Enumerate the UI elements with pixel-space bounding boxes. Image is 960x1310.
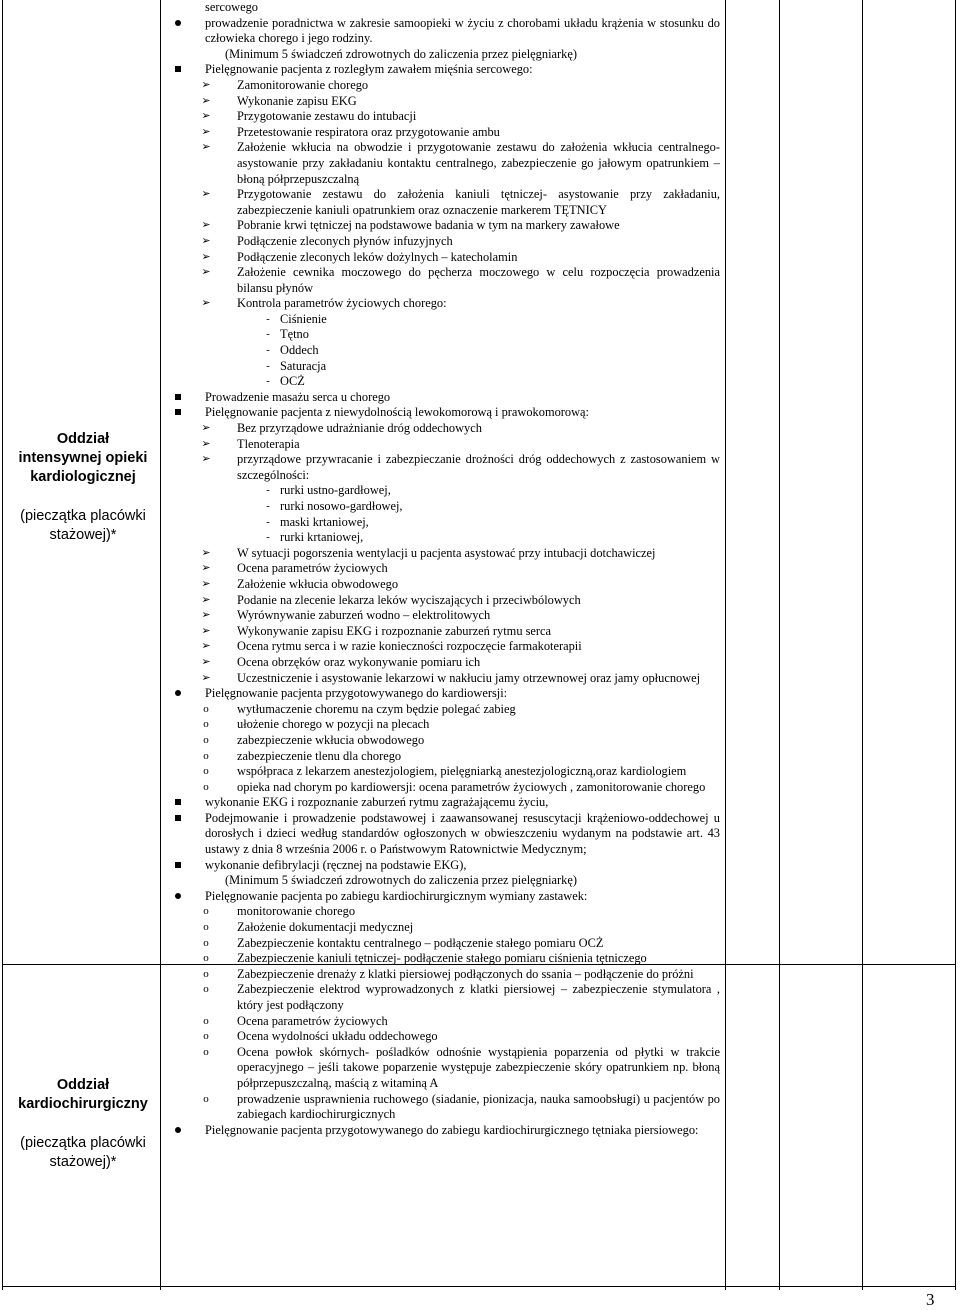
bullet-arrow-icon: ➢ bbox=[201, 188, 211, 201]
list-item bbox=[160, 873, 720, 889]
bullet-arrow-icon: ➢ bbox=[201, 250, 211, 263]
section-label-icu bbox=[14, 430, 152, 545]
list-item bbox=[160, 62, 720, 78]
list-item bbox=[160, 780, 720, 796]
list-item bbox=[160, 125, 720, 141]
table-border-right bbox=[955, 0, 956, 1290]
table-border-column3 bbox=[779, 0, 780, 1290]
list-item bbox=[160, 624, 720, 640]
list-item-text: Zamonitorowanie chorego bbox=[237, 77, 369, 92]
bullet-arrow-icon: ➢ bbox=[201, 593, 211, 606]
list-item-text: ułożenie chorego w pozycji na plecach bbox=[237, 717, 430, 732]
bullet-dot-icon bbox=[173, 1123, 183, 1139]
list-item bbox=[160, 94, 720, 110]
bullet-circle-icon: o bbox=[203, 1092, 209, 1105]
bullet-arrow-icon: ➢ bbox=[201, 640, 211, 653]
list-item-text: Tlenoterapia bbox=[237, 436, 300, 451]
list-item bbox=[160, 16, 720, 47]
list-item bbox=[160, 515, 720, 531]
list-item-text: Założenie cewnika moczowego do pęcherza moczowego w celu rozpoczęcia prowadzenia bilansu płynów bbox=[237, 265, 720, 295]
list-item-text: Oddech bbox=[280, 343, 319, 358]
table-border-left bbox=[2, 0, 3, 1290]
list-item bbox=[160, 312, 720, 328]
list-item-text: Przygotowanie zestawu do intubacji bbox=[237, 109, 417, 124]
list-item bbox=[160, 0, 720, 16]
page-number: 3 bbox=[926, 1290, 935, 1309]
list-item-text: (Minimum 5 świadczeń zdrowotnych do zaliczenia przez pielęgniarkę) bbox=[225, 873, 577, 888]
bullet-circle-icon: o bbox=[203, 905, 209, 918]
list-item-text: Ciśnienie bbox=[280, 311, 327, 326]
list-item bbox=[160, 437, 720, 453]
list-item-text: OCŻ bbox=[280, 374, 305, 389]
list-item-text: Prowadzenie masażu serca u chorego bbox=[205, 389, 391, 404]
list-item-text: współpraca z lekarzem anestezjologiem, pielęgniarką anestezjologiczną,oraz kardiologiem bbox=[237, 764, 687, 779]
list-item bbox=[160, 296, 720, 312]
list-item-text: maski krtaniowej, bbox=[280, 514, 369, 529]
bullet-arrow-icon: ➢ bbox=[201, 94, 211, 107]
list-item-text: Saturacja bbox=[280, 358, 327, 373]
bullet-arrow-icon: ➢ bbox=[201, 671, 211, 684]
section-stamp: (pieczątka placówki stażowej)* bbox=[20, 1135, 146, 1170]
bullet-circle-icon: o bbox=[203, 1030, 209, 1043]
list-item-text: Bez przyrządowe udrażnianie dróg oddechowych bbox=[237, 421, 482, 436]
bullet-dash-icon: - bbox=[266, 312, 270, 325]
table-border-column4 bbox=[862, 0, 863, 1290]
bullet-square-icon bbox=[173, 858, 183, 874]
bullet-arrow-icon: ➢ bbox=[201, 234, 211, 247]
list-item-text: Zabezpieczenie drenaży z klatki piersiowej podłączonych do ssania – podłączenie do próżni bbox=[237, 966, 694, 981]
bullet-arrow-icon: ➢ bbox=[201, 297, 211, 310]
list-item-text: Kontrola parametrów życiowych chorego: bbox=[237, 296, 447, 311]
section-name: Oddział intensywnej opieki kardiologicznej bbox=[18, 431, 148, 485]
bullet-arrow-icon: ➢ bbox=[201, 141, 211, 154]
bullet-circle-icon: o bbox=[203, 718, 209, 731]
list-item-text: Ocena obrzęków oraz wykonywanie pomiaru ich bbox=[237, 654, 481, 669]
bullet-arrow-icon: ➢ bbox=[201, 110, 211, 123]
list-item-text: rurki nosowo-gardłowej, bbox=[280, 499, 403, 513]
list-item-text: Ocena parametrów życiowych bbox=[237, 561, 388, 576]
list-item bbox=[160, 1045, 720, 1092]
list-item bbox=[160, 499, 720, 515]
list-item-text: Pobranie krwi tętniczej na podstawowe badania w tym na markery zawałowe bbox=[237, 218, 620, 233]
list-item-text: Wyrównywanie zaburzeń wodno – elektrolitowych bbox=[237, 608, 491, 623]
list-item bbox=[160, 764, 720, 780]
bullet-dash-icon: - bbox=[266, 531, 270, 544]
list-item bbox=[160, 577, 720, 593]
bullet-arrow-icon: ➢ bbox=[201, 422, 211, 435]
list-item-text: sercowego bbox=[205, 0, 258, 14]
list-item-text: Ocena wydolności układu oddechowego bbox=[237, 1029, 438, 1044]
list-item-text: Zabezpieczenie elektrod wyprowadzonych z klatki piersiowej – zabezpieczenie stymulatora , który jest podłączony bbox=[237, 982, 720, 1012]
list-item bbox=[160, 1092, 720, 1123]
bullet-arrow-icon: ➢ bbox=[201, 125, 211, 138]
list-item bbox=[160, 421, 720, 437]
list-item-text: Ocena powłok skórnych- pośladków odnośnie wystąpienia poparzenia od płytki w trakcie operacyjnego – jeśli takowe poparzenie występuje zabezpieczenie skóry opatrunkiem np. błoną półprzepuszczalną, maścią z witaminą A bbox=[237, 1044, 720, 1090]
list-item bbox=[160, 811, 720, 858]
bullet-arrow-icon: ➢ bbox=[201, 609, 211, 622]
list-item bbox=[160, 530, 720, 546]
list-item bbox=[160, 982, 720, 1013]
list-item-text: Pielęgnowanie pacjenta z niewydolnością lewokomorową i prawokomorową: bbox=[205, 405, 589, 420]
list-item bbox=[160, 967, 720, 983]
bullet-arrow-icon: ➢ bbox=[201, 546, 211, 559]
list-item bbox=[160, 717, 720, 733]
bullet-dot-icon bbox=[173, 889, 183, 905]
list-item bbox=[160, 218, 720, 234]
list-item-text: Pielęgnowanie pacjenta po zabiegu kardiochirurgicznym wymiany zastawek: bbox=[205, 888, 588, 903]
list-item-text: wykonanie defibrylacji (ręcznej na podstawie EKG), bbox=[205, 857, 467, 872]
list-item-text: Podłączenie zleconych płynów infuzyjnych bbox=[237, 233, 453, 248]
list-item bbox=[160, 1029, 720, 1045]
list-item-text: Wykonanie zapisu EKG bbox=[237, 93, 357, 108]
bullet-circle-icon: o bbox=[203, 983, 209, 996]
list-item-text: przyrządowe przywracanie i zabezpieczanie drożności dróg oddechowych z zastosowaniem w szczególności: bbox=[237, 452, 720, 482]
section-label-cardiosurgery bbox=[14, 1076, 152, 1172]
list-item bbox=[160, 702, 720, 718]
list-item bbox=[160, 187, 720, 218]
table-border-column2 bbox=[725, 0, 726, 1290]
list-item-text: Zabezpieczenie kontaktu centralnego – podłączenie stałego pomiaru OCŻ bbox=[237, 935, 604, 950]
list-item-text: Pielęgnowanie pacjenta przygotowywanego do kardiowersji: bbox=[205, 686, 508, 701]
list-item-text: zabezpieczenie tlenu dla chorego bbox=[237, 748, 402, 763]
list-item bbox=[160, 374, 720, 390]
list-item bbox=[160, 749, 720, 765]
bullet-circle-icon: o bbox=[203, 952, 209, 965]
list-item bbox=[160, 951, 720, 967]
list-item bbox=[160, 686, 720, 702]
bullet-circle-icon: o bbox=[203, 765, 209, 778]
content-column bbox=[160, 0, 720, 1138]
list-item bbox=[160, 234, 720, 250]
list-item bbox=[160, 343, 720, 359]
bullet-square-icon bbox=[173, 62, 183, 78]
list-item-text: rurki krtaniowej, bbox=[280, 530, 364, 545]
bullet-square-icon bbox=[173, 390, 183, 406]
list-item-text: prowadzenie usprawnienia ruchowego (siadanie, pionizacja, nauka samoobsługi) u pacjentów po zabiegach kardiochirurgicznych bbox=[237, 1091, 720, 1122]
list-item-text: opieka nad chorym po kardiowersji: ocena parametrów życiowych , zamonitorowanie chorego bbox=[237, 779, 706, 794]
list-item bbox=[160, 250, 720, 266]
list-item-text: wykonanie EKG i rozpoznanie zaburzeń rytmu zagrażającemu życiu, bbox=[205, 795, 549, 810]
list-item bbox=[160, 608, 720, 624]
list-item bbox=[160, 655, 720, 671]
list-item bbox=[160, 920, 720, 936]
list-item bbox=[160, 359, 720, 375]
bullet-dash-icon: - bbox=[266, 328, 270, 341]
list-item bbox=[160, 327, 720, 343]
bullet-circle-icon: o bbox=[203, 1014, 209, 1027]
list-item-text: Przygotowanie zestawu do założenia kaniuli tętniczej- asystowanie przy zakładaniu, zabezpieczenie kaniuli opatrunkiem oraz oznaczenie markerem TĘTNICY bbox=[237, 187, 720, 217]
bullet-arrow-icon: ➢ bbox=[201, 78, 211, 91]
list-item bbox=[160, 78, 720, 94]
bullet-square-icon bbox=[173, 405, 183, 421]
list-item-text: wytłumaczenie choremu na czym będzie polegać zabieg bbox=[237, 701, 516, 716]
bullet-arrow-icon: ➢ bbox=[201, 577, 211, 590]
list-item bbox=[160, 639, 720, 655]
bullet-dash-icon: - bbox=[266, 484, 270, 497]
bullet-dash-icon: - bbox=[266, 500, 270, 512]
bullet-arrow-icon: ➢ bbox=[201, 624, 211, 637]
list-item-text: Ocena rytmu serca i w razie konieczności rozpoczęcie farmakoterapii bbox=[237, 639, 582, 654]
bullet-circle-icon: o bbox=[203, 749, 209, 762]
list-item-text: prowadzenie poradnictwa w zakresie samoopieki w życiu z chorobami układu krążenia w stosunku do człowieka chorego i jego rodziny. bbox=[205, 15, 720, 46]
list-item-text: Tętno bbox=[280, 327, 309, 342]
list-item bbox=[160, 483, 720, 499]
list-item bbox=[160, 795, 720, 811]
list-item-text: rurki ustno-gardłowej, bbox=[280, 483, 391, 498]
list-item bbox=[160, 546, 720, 562]
list-item-text: (Minimum 5 świadczeń zdrowotnych do zaliczenia przez pielęgniarkę) bbox=[225, 46, 577, 61]
list-item bbox=[160, 936, 720, 952]
list-item bbox=[160, 140, 720, 187]
bullet-arrow-icon: ➢ bbox=[201, 437, 211, 450]
bullet-circle-icon: o bbox=[203, 702, 209, 715]
list-item bbox=[160, 671, 720, 687]
list-item bbox=[160, 390, 720, 406]
bullet-dash-icon: - bbox=[266, 359, 270, 372]
bullet-circle-icon: o bbox=[203, 967, 209, 980]
list-item bbox=[160, 109, 720, 125]
list-item bbox=[160, 561, 720, 577]
list-item-text: Założenie dokumentacji medycznej bbox=[237, 920, 414, 935]
list-item bbox=[160, 733, 720, 749]
list-item bbox=[160, 405, 720, 421]
bullet-circle-icon: o bbox=[203, 1045, 209, 1058]
list-item-text: Zabezpieczenie kaniuli tętniczej- podłączenie stałego pomiaru ciśnienia tętniczego bbox=[237, 951, 647, 966]
bullet-arrow-icon: ➢ bbox=[201, 562, 211, 575]
bullet-dash-icon: - bbox=[266, 344, 270, 357]
list-item-text: Uczestniczenie i asystowanie lekarzowi w nakłuciu jamy otrzewnowej oraz jamy opłucnowej bbox=[237, 670, 701, 685]
bullet-square-icon bbox=[173, 795, 183, 811]
bullet-circle-icon: o bbox=[203, 733, 209, 746]
list-item-text: Założenie wkłucia obwodowego bbox=[237, 576, 399, 591]
table-border-bottom bbox=[2, 1286, 956, 1287]
section-stamp: (pieczątka placówki stażowej)* bbox=[20, 508, 146, 543]
list-item-text: monitorowanie chorego bbox=[237, 904, 356, 919]
list-item-text: Przetestowanie respiratora oraz przygotowanie ambu bbox=[237, 124, 500, 139]
section-name: Oddział kardiochirurgiczny bbox=[18, 1077, 148, 1112]
list-item bbox=[160, 858, 720, 874]
list-item-text: Ocena parametrów życiowych bbox=[237, 1013, 388, 1028]
list-item-text: Podanie na zlecenie lekarza leków wyciszających i przeciwbólowych bbox=[237, 592, 581, 607]
list-item bbox=[160, 452, 720, 483]
bullet-square-icon bbox=[173, 811, 183, 827]
bullet-arrow-icon: ➢ bbox=[201, 655, 211, 668]
bullet-dash-icon: - bbox=[266, 515, 270, 528]
bullet-circle-icon: o bbox=[203, 780, 209, 793]
list-item-text: Założenie wkłucia na obwodzie i przygotowanie zestawu do założenia wkłucia centralnego- asystowanie przy zakładaniu kontaktu centralnego, zabezpieczenie go jałowym opatrunkiem – błoną półprzepuszczalną bbox=[237, 140, 720, 186]
bullet-arrow-icon: ➢ bbox=[201, 266, 211, 279]
list-item-text: Wykonywanie zapisu EKG i rozpoznanie zaburzeń rytmu serca bbox=[237, 623, 552, 638]
list-item bbox=[160, 1014, 720, 1030]
bullet-arrow-icon: ➢ bbox=[201, 219, 211, 232]
bullet-circle-icon: o bbox=[203, 921, 209, 934]
list-item-text: W sytuacji pogorszenia wentylacji u pacjenta asystować przy intubacji dotchawiczej bbox=[237, 545, 656, 560]
list-item bbox=[160, 1123, 720, 1139]
list-item bbox=[160, 265, 720, 296]
list-item-text: Podejmowanie i prowadzenie podstawowej i zaawansowanej resuscytacji krążeniowo-oddechowej u dorosłych i dzieci według standardów ogłoszonych w obwieszczeniu wydanym na podstawie art. 43 ustawy z dnia 8 września 2006 r. o Państwowym Ratownictwie Medycznym; bbox=[205, 810, 720, 857]
list-item bbox=[160, 889, 720, 905]
bullet-dash-icon: - bbox=[266, 375, 270, 388]
list-item bbox=[160, 904, 720, 920]
list-item bbox=[160, 47, 720, 63]
list-item bbox=[160, 593, 720, 609]
bullet-dot-icon bbox=[173, 686, 183, 702]
list-item-text: zabezpieczenie wkłucia obwodowego bbox=[237, 732, 425, 747]
bullet-arrow-icon: ➢ bbox=[201, 453, 211, 466]
bullet-circle-icon: o bbox=[203, 936, 209, 949]
list-item-text: Podłączenie zleconych leków dożylnych – katecholamin bbox=[237, 249, 518, 264]
bullet-dot-icon bbox=[173, 16, 183, 32]
list-item-text: Pielęgnowanie pacjenta przygotowywanego do zabiegu kardiochirurgicznego tętniaka piersiowego: bbox=[205, 1122, 699, 1137]
list-item-text: Pielęgnowanie pacjenta z rozległym zawałem mięśnia sercowego: bbox=[205, 62, 533, 77]
